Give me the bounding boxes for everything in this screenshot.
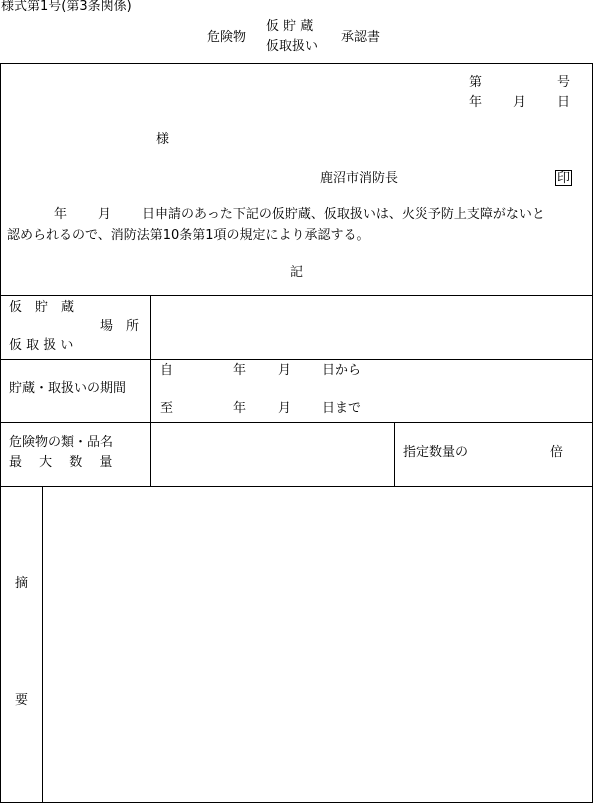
hazard-type-label: 危険物の類・品名 — [9, 435, 114, 450]
period-to-day: 日まで — [322, 401, 362, 416]
period-from-day: 日から — [322, 363, 362, 378]
multiple-column-divider — [394, 422, 395, 487]
seal-mark: 印 — [557, 171, 571, 186]
label-column-divider — [150, 295, 151, 487]
period-to-month: 月 — [278, 401, 292, 416]
row-divider — [0, 422, 593, 423]
table-bottom-border — [0, 802, 593, 803]
row-divider — [0, 295, 593, 296]
title-suffix: 承認書 — [341, 30, 381, 45]
multiple-label: 指定数量の — [403, 445, 469, 460]
remarks-column-divider — [42, 486, 43, 803]
place-label: 場 所 — [100, 319, 140, 334]
title-storage: 仮 貯 蔵 — [266, 19, 314, 34]
place-storage-label: 仮 貯 蔵 — [9, 300, 75, 315]
row-divider — [0, 486, 593, 487]
body-line1: 日申請のあった下記の仮貯蔵、仮取扱いは、火災予防上支障がないと — [142, 207, 545, 222]
period-from-year: 年 — [233, 363, 247, 378]
title-prefix: 危険物 — [207, 30, 247, 45]
remarks-label-char2: 要 — [15, 693, 29, 708]
title-handling: 仮取扱い — [266, 39, 319, 54]
form-number: 様式第1号(第3条関係) — [1, 0, 132, 14]
date-month: 月 — [513, 95, 527, 110]
period-to-year: 年 — [233, 401, 247, 416]
addressee-suffix: 様 — [156, 132, 170, 147]
remarks-label-char1: 摘 — [15, 576, 29, 591]
period-from-label: 自 — [160, 363, 174, 378]
body-line2: 認められるので、消防法第10条第1項の規定により承認する。 — [7, 228, 370, 243]
row-divider — [0, 359, 593, 360]
table-left-border — [0, 63, 1, 803]
body-year: 年 — [54, 207, 68, 222]
date-day: 日 — [557, 95, 571, 110]
body-month: 月 — [98, 207, 112, 222]
period-label: 貯蔵・取扱いの期間 — [9, 381, 127, 396]
place-handling-label: 仮 取 扱 い — [9, 338, 74, 353]
issuer-name: 鹿沼市消防長 — [320, 171, 399, 186]
max-quantity-label: 最 大 数 量 — [9, 455, 113, 470]
date-year: 年 — [469, 95, 483, 110]
ki-heading: 記 — [290, 265, 304, 280]
period-from-month: 月 — [278, 363, 292, 378]
multiple-unit: 倍 — [550, 445, 564, 460]
table-top-border — [0, 63, 593, 64]
number-prefix: 第 — [469, 75, 483, 90]
number-suffix: 号 — [557, 75, 571, 90]
period-to-label: 至 — [160, 401, 174, 416]
